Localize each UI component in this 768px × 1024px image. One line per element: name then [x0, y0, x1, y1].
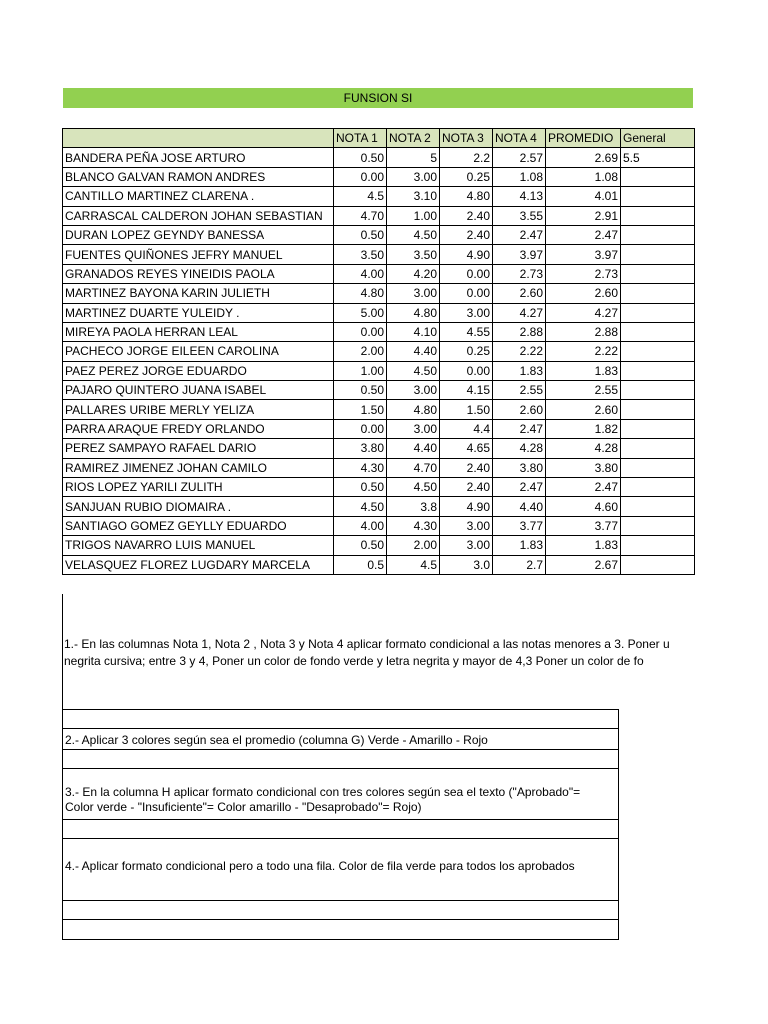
- nota4-cell[interactable]: 2.7: [493, 555, 546, 574]
- general-cell[interactable]: [621, 322, 695, 341]
- general-cell[interactable]: [621, 536, 695, 555]
- table-row: [63, 342, 695, 361]
- table-row: [63, 439, 695, 458]
- instruction-border: [62, 594, 63, 710]
- nota2-cell[interactable]: 4.40: [387, 439, 440, 458]
- nota4-cell[interactable]: 3.97: [493, 245, 546, 264]
- nota2-cell[interactable]: 4.50: [387, 225, 440, 244]
- student-name-cell[interactable]: RIOS LOPEZ YARILI ZULITH: [63, 478, 334, 497]
- nota1-cell[interactable]: 4.70: [334, 206, 387, 225]
- promedio-cell[interactable]: 2.47: [546, 225, 621, 244]
- table-row: [63, 284, 695, 303]
- table-row: [63, 245, 695, 264]
- general-cell[interactable]: [621, 478, 695, 497]
- nota2-cell[interactable]: 4.20: [387, 264, 440, 283]
- nota1-cell[interactable]: 4.5: [334, 187, 387, 206]
- nota4-cell[interactable]: 4.27: [493, 303, 546, 322]
- empty-cell-row[interactable]: [62, 819, 619, 839]
- nota2-cell[interactable]: 3.00: [387, 381, 440, 400]
- nota1-cell[interactable]: 4.00: [334, 516, 387, 535]
- nota3-cell[interactable]: 0.25: [440, 167, 493, 186]
- nota1-cell[interactable]: 0.50: [334, 381, 387, 400]
- student-name-cell[interactable]: TRIGOS NAVARRO LUIS MANUEL: [63, 536, 334, 555]
- nota1-cell[interactable]: 3.80: [334, 439, 387, 458]
- general-cell[interactable]: [621, 497, 695, 516]
- empty-cell-row[interactable]: [62, 919, 619, 940]
- table-row: [63, 555, 695, 574]
- nota3-cell[interactable]: 2.40: [440, 206, 493, 225]
- student-name-cell[interactable]: PACHECO JORGE EILEEN CAROLINA: [63, 342, 334, 361]
- student-name-cell[interactable]: BLANCO GALVAN RAMON ANDRES: [63, 167, 334, 186]
- nota2-cell[interactable]: 3.00: [387, 167, 440, 186]
- nota3-cell[interactable]: 4.4: [440, 419, 493, 438]
- general-cell[interactable]: 5.5: [621, 148, 695, 167]
- nota2-cell[interactable]: 3.00: [387, 284, 440, 303]
- nota1-cell[interactable]: 3.50: [334, 245, 387, 264]
- nota2-cell[interactable]: 2.00: [387, 536, 440, 555]
- nota4-cell[interactable]: 2.47: [493, 225, 546, 244]
- instruction-1-line1: 1.- En las columnas Nota 1, Nota 2 , Nota 3 y Nota 4 aplicar formato condicional a las notas menores a 3. Poner u: [64, 637, 670, 651]
- promedio-cell[interactable]: 1.08: [546, 167, 621, 186]
- sheet-title: FUNSION SI: [63, 88, 693, 108]
- empty-cell-row[interactable]: [62, 749, 619, 769]
- nota2-cell[interactable]: 4.5: [387, 555, 440, 574]
- general-cell[interactable]: [621, 381, 695, 400]
- nota4-cell[interactable]: 2.22: [493, 342, 546, 361]
- promedio-cell[interactable]: 4.60: [546, 497, 621, 516]
- nota4-cell[interactable]: 3.80: [493, 458, 546, 477]
- nota1-cell[interactable]: 1.50: [334, 400, 387, 419]
- promedio-cell[interactable]: 2.88: [546, 322, 621, 341]
- nota3-cell[interactable]: 4.80: [440, 187, 493, 206]
- table-row: [63, 516, 695, 535]
- nota3-cell[interactable]: 0.00: [440, 361, 493, 380]
- promedio-cell[interactable]: 2.69: [546, 148, 621, 167]
- instruction-3-line1: 3.- En la columna H aplicar formato condicional con tres colores según sea el texto ("Aprobado"=: [65, 785, 581, 799]
- nota2-cell[interactable]: 3.8: [387, 497, 440, 516]
- nota4-cell[interactable]: 2.47: [493, 478, 546, 497]
- table-row: [63, 264, 695, 283]
- header-promedio[interactable]: PROMEDIO: [546, 129, 621, 148]
- promedio-cell[interactable]: 2.47: [546, 478, 621, 497]
- table-row: [63, 478, 695, 497]
- nota3-cell[interactable]: 4.90: [440, 497, 493, 516]
- table-row: [63, 167, 695, 186]
- nota4-cell[interactable]: 2.47: [493, 419, 546, 438]
- nota1-cell[interactable]: 0.00: [334, 419, 387, 438]
- nota1-cell[interactable]: 0.50: [334, 148, 387, 167]
- nota3-cell[interactable]: 4.15: [440, 381, 493, 400]
- student-name-cell[interactable]: MARTINEZ DUARTE YULEIDY .: [63, 303, 334, 322]
- promedio-cell[interactable]: 2.60: [546, 400, 621, 419]
- general-cell[interactable]: [621, 225, 695, 244]
- nota2-cell[interactable]: 4.10: [387, 322, 440, 341]
- student-name-cell[interactable]: DURAN LOPEZ GEYNDY BANESSA: [63, 225, 334, 244]
- promedio-cell[interactable]: 2.55: [546, 381, 621, 400]
- nota1-cell[interactable]: 2.00: [334, 342, 387, 361]
- header-name[interactable]: [63, 129, 334, 148]
- table-row: [63, 148, 695, 167]
- nota4-cell[interactable]: 2.60: [493, 284, 546, 303]
- promedio-cell[interactable]: 1.83: [546, 536, 621, 555]
- nota2-cell[interactable]: 1.00: [387, 206, 440, 225]
- student-name-cell[interactable]: VELASQUEZ FLOREZ LUGDARY MARCELA: [63, 555, 334, 574]
- nota1-cell[interactable]: 4.30: [334, 458, 387, 477]
- student-name-cell[interactable]: SANTIAGO GOMEZ GEYLLY EDUARDO: [63, 516, 334, 535]
- nota4-cell[interactable]: 1.83: [493, 361, 546, 380]
- table-row: [63, 303, 695, 322]
- nota2-cell[interactable]: 4.40: [387, 342, 440, 361]
- nota1-cell[interactable]: 0.00: [334, 167, 387, 186]
- instruction-4-text: 4.- Aplicar formato condicional pero a todo una fila. Color de fila verde para todos los aprobados: [65, 859, 575, 873]
- instruction-2[interactable]: [62, 728, 619, 750]
- general-cell[interactable]: [621, 167, 695, 186]
- general-cell[interactable]: [621, 187, 695, 206]
- general-cell[interactable]: [621, 245, 695, 264]
- student-name-cell[interactable]: GRANADOS REYES YINEIDIS PAOLA: [63, 264, 334, 283]
- table-row: [63, 206, 695, 225]
- nota3-cell[interactable]: 2.40: [440, 478, 493, 497]
- general-cell[interactable]: [621, 555, 695, 574]
- nota3-cell[interactable]: 3.00: [440, 516, 493, 535]
- student-name-cell[interactable]: PEREZ SAMPAYO RAFAEL DARIO: [63, 439, 334, 458]
- nota2-cell[interactable]: 3.00: [387, 419, 440, 438]
- header-nota1[interactable]: NOTA 1: [334, 129, 387, 148]
- nota4-cell[interactable]: 4.40: [493, 497, 546, 516]
- general-cell[interactable]: [621, 419, 695, 438]
- nota3-cell[interactable]: 3.00: [440, 303, 493, 322]
- nota4-cell[interactable]: 4.13: [493, 187, 546, 206]
- nota4-cell[interactable]: 4.28: [493, 439, 546, 458]
- nota3-cell[interactable]: 2.40: [440, 225, 493, 244]
- nota3-cell[interactable]: 4.65: [440, 439, 493, 458]
- nota4-cell[interactable]: 2.73: [493, 264, 546, 283]
- nota3-cell[interactable]: 3.00: [440, 536, 493, 555]
- nota4-cell[interactable]: 1.08: [493, 167, 546, 186]
- promedio-cell[interactable]: 2.73: [546, 264, 621, 283]
- promedio-cell[interactable]: 3.97: [546, 245, 621, 264]
- student-name-cell[interactable]: PAEZ PEREZ JORGE EDUARDO: [63, 361, 334, 380]
- student-name-cell[interactable]: SANJUAN RUBIO DIOMAIRA .: [63, 497, 334, 516]
- nota1-cell[interactable]: 4.80: [334, 284, 387, 303]
- nota3-cell[interactable]: 2.2: [440, 148, 493, 167]
- nota3-cell[interactable]: 0.25: [440, 342, 493, 361]
- student-name-cell[interactable]: CARRASCAL CALDERON JOHAN SEBASTIAN: [63, 206, 334, 225]
- nota2-cell[interactable]: 3.10: [387, 187, 440, 206]
- nota4-cell[interactable]: 3.77: [493, 516, 546, 535]
- student-name-cell[interactable]: MIREYA PAOLA HERRAN LEAL: [63, 322, 334, 341]
- promedio-cell[interactable]: 2.22: [546, 342, 621, 361]
- header-general[interactable]: General: [621, 129, 695, 148]
- student-name-cell[interactable]: CANTILLO MARTINEZ CLARENA .: [63, 187, 334, 206]
- nota2-cell[interactable]: 4.30: [387, 516, 440, 535]
- nota4-cell[interactable]: 2.88: [493, 322, 546, 341]
- student-name-cell[interactable]: PARRA ARAQUE FREDY ORLANDO: [63, 419, 334, 438]
- general-cell[interactable]: [621, 400, 695, 419]
- nota3-cell[interactable]: 0.00: [440, 284, 493, 303]
- nota4-cell[interactable]: 3.55: [493, 206, 546, 225]
- student-name-cell[interactable]: BANDERA PEÑA JOSE ARTURO: [63, 148, 334, 167]
- grades-table: [62, 128, 695, 575]
- general-cell[interactable]: [621, 342, 695, 361]
- table-row: [63, 458, 695, 477]
- nota4-cell[interactable]: 2.55: [493, 381, 546, 400]
- instruction-1[interactable]: [64, 636, 768, 670]
- student-name-cell[interactable]: PALLARES URIBE MERLY YELIZA: [63, 400, 334, 419]
- promedio-cell[interactable]: 1.82: [546, 419, 621, 438]
- table-row: [63, 381, 695, 400]
- empty-cell-row[interactable]: [62, 709, 619, 729]
- nota2-cell[interactable]: 5: [387, 148, 440, 167]
- promedio-cell[interactable]: 1.83: [546, 361, 621, 380]
- nota4-cell[interactable]: 2.57: [493, 148, 546, 167]
- nota2-cell[interactable]: 4.80: [387, 303, 440, 322]
- student-name-cell[interactable]: PAJARO QUINTERO JUANA ISABEL: [63, 381, 334, 400]
- nota1-cell[interactable]: 4.50: [334, 497, 387, 516]
- general-cell[interactable]: [621, 458, 695, 477]
- nota3-cell[interactable]: 3.0: [440, 555, 493, 574]
- general-cell[interactable]: [621, 439, 695, 458]
- general-cell[interactable]: [621, 516, 695, 535]
- instruction-3[interactable]: [62, 768, 619, 820]
- nota1-cell[interactable]: 0.50: [334, 225, 387, 244]
- nota2-cell[interactable]: 4.80: [387, 400, 440, 419]
- general-cell[interactable]: [621, 206, 695, 225]
- nota2-cell[interactable]: 4.70: [387, 458, 440, 477]
- instruction-4[interactable]: [62, 838, 619, 901]
- header-nota3[interactable]: NOTA 3: [440, 129, 493, 148]
- general-cell[interactable]: [621, 361, 695, 380]
- nota4-cell[interactable]: 1.83: [493, 536, 546, 555]
- instruction-3-line2: Color verde - "Insuficiente"= Color amarillo - "Desaprobado"= Rojo): [65, 800, 422, 814]
- promedio-cell[interactable]: 4.28: [546, 439, 621, 458]
- table-row: [63, 497, 695, 516]
- promedio-cell[interactable]: 3.80: [546, 458, 621, 477]
- nota3-cell[interactable]: 0.00: [440, 264, 493, 283]
- general-cell[interactable]: [621, 264, 695, 283]
- nota1-cell[interactable]: 5.00: [334, 303, 387, 322]
- promedio-cell[interactable]: 2.91: [546, 206, 621, 225]
- empty-cell-row[interactable]: [62, 900, 619, 920]
- nota3-cell[interactable]: 2.40: [440, 458, 493, 477]
- header-nota2[interactable]: NOTA 2: [387, 129, 440, 148]
- header-row: [63, 129, 695, 148]
- nota2-cell[interactable]: 4.50: [387, 478, 440, 497]
- table-row: [63, 419, 695, 438]
- nota1-cell[interactable]: 4.00: [334, 264, 387, 283]
- nota3-cell[interactable]: 4.55: [440, 322, 493, 341]
- promedio-cell[interactable]: 2.60: [546, 284, 621, 303]
- promedio-cell[interactable]: 4.27: [546, 303, 621, 322]
- promedio-cell[interactable]: 4.01: [546, 187, 621, 206]
- nota3-cell[interactable]: 4.90: [440, 245, 493, 264]
- table-row: [63, 536, 695, 555]
- student-name-cell[interactable]: MARTINEZ BAYONA KARIN JULIETH: [63, 284, 334, 303]
- promedio-cell[interactable]: 3.77: [546, 516, 621, 535]
- general-cell[interactable]: [621, 284, 695, 303]
- table-row: [63, 361, 695, 380]
- nota1-cell[interactable]: 0.5: [334, 555, 387, 574]
- instruction-2-text: 2.- Aplicar 3 colores según sea el promedio (columna G) Verde - Amarillo - Rojo: [65, 733, 488, 747]
- nota1-cell[interactable]: 0.50: [334, 478, 387, 497]
- nota1-cell[interactable]: 0.50: [334, 536, 387, 555]
- nota4-cell[interactable]: 2.60: [493, 400, 546, 419]
- student-name-cell[interactable]: FUENTES QUIÑONES JEFRY MANUEL: [63, 245, 334, 264]
- student-name-cell[interactable]: RAMIREZ JIMENEZ JOHAN CAMILO: [63, 458, 334, 477]
- promedio-cell[interactable]: 2.67: [546, 555, 621, 574]
- nota2-cell[interactable]: 4.50: [387, 361, 440, 380]
- instruction-1-line2: negrita cursiva; entre 3 y 4, Poner un color de fondo verde y letra negrita y mayor de 4,3 Poner un color de fo: [64, 654, 644, 668]
- table-row: [63, 187, 695, 206]
- nota2-cell[interactable]: 3.50: [387, 245, 440, 264]
- table-row: [63, 225, 695, 244]
- nota3-cell[interactable]: 1.50: [440, 400, 493, 419]
- nota1-cell[interactable]: 1.00: [334, 361, 387, 380]
- general-cell[interactable]: [621, 303, 695, 322]
- table-row: [63, 400, 695, 419]
- nota1-cell[interactable]: 0.00: [334, 322, 387, 341]
- table-row: [63, 322, 695, 341]
- header-nota4[interactable]: NOTA 4: [493, 129, 546, 148]
